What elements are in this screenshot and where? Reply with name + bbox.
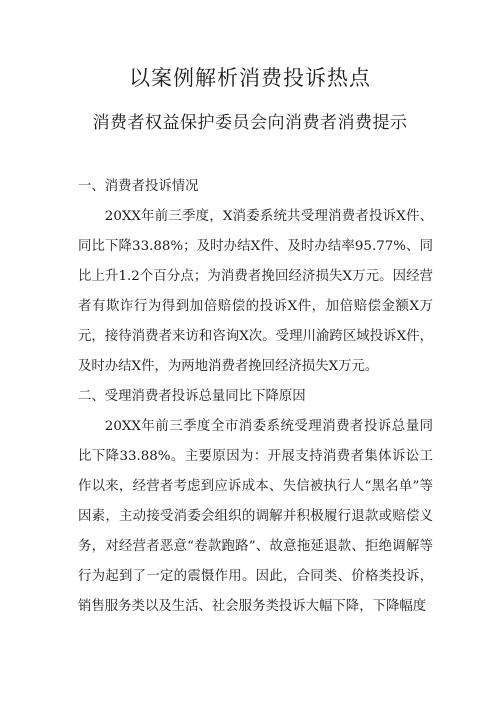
document-subtitle: 消费者权益保护委员会向消费者消费提示 — [92, 113, 408, 133]
section-paragraph-2: 20XX年前三季度全市消委系统受理消费者投诉总量同比下降33.88%。主要原因为：开展支持消费者集体诉讼工作以来，经营者考虑到应诉成本、失信被执行人“黑名单”等因素，主动接受消委会组织的调解并积极履行退款或赔偿义务，对经营者恶意“卷款跑路”、故意拖延退款、拒绝调解等行为起到了一定的震慑作用。因此，合同类、价格类投诉，销售服务类以及生活、社会服务类投诉大幅下降，下降幅度 — [78, 419, 433, 614]
section-heading-2: 二、受理消费者投诉总量同比下降原因 — [78, 389, 306, 404]
document-body — [78, 172, 433, 622]
document-title: 以案例解析消费投诉热点 — [129, 66, 371, 90]
section-paragraph-1: 20XX年前三季度，X消委系统共受理消费者投诉X件、同比下降33.88%；及时办结X件、及时办结率95.77%、同比上升1.2个百分点；为消费者挽回经济损失X万元。因经营者有欺诈行为得到加倍赔偿的投诉X件，加倍赔偿金额X万元，接待消费者来访和咨询X次。受理川渝跨区域投诉X件，及时办结X件，为两地消费者挽回经济损失X万元。 — [78, 209, 433, 374]
section-heading-1: 一、消费者投诉情况 — [78, 179, 199, 194]
